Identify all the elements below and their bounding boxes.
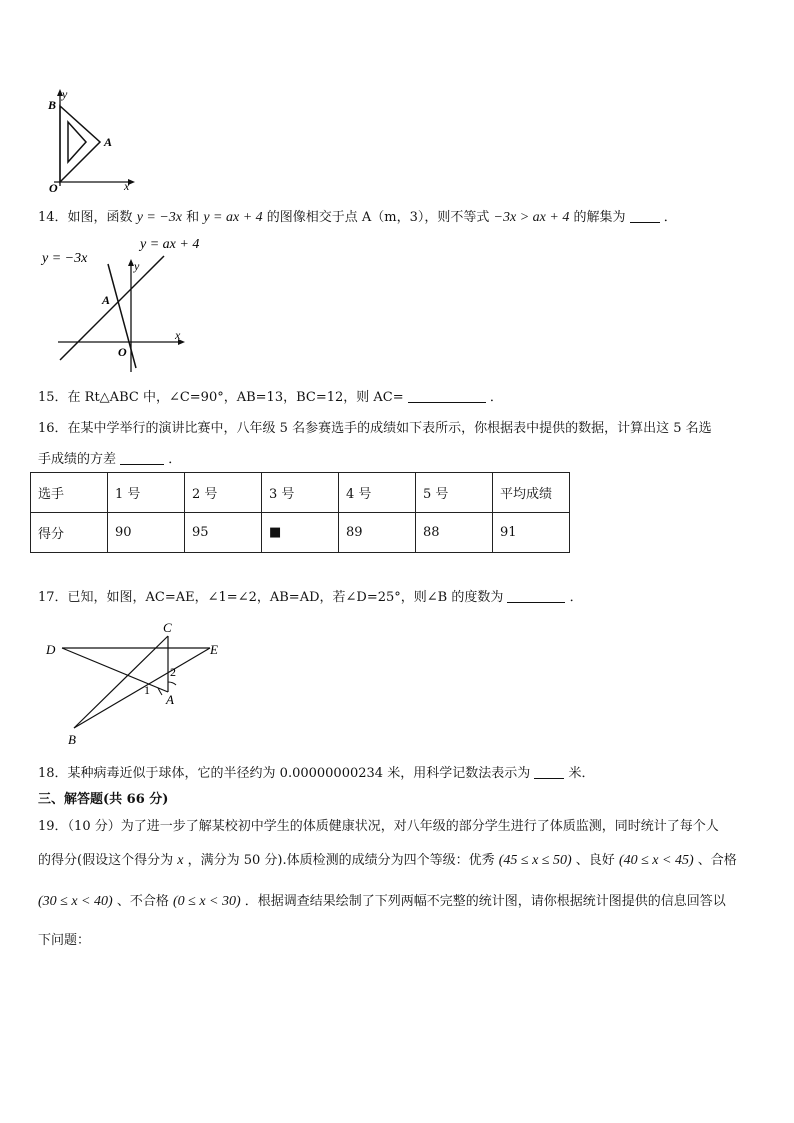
label-1: 1 (144, 683, 150, 697)
label-O: O (49, 181, 58, 194)
question-19-line-1: 19．（10 分）为了进一步了解某校初中学生的体质健康状况，对八年级的部分学生进行了体质监测，同时统计了每个人 (38, 819, 719, 834)
question-14 (38, 206, 677, 226)
q19-full-score: ，满分为 50 分).体质检测的成绩分为四个等级：优秀 (187, 853, 495, 868)
table-cell: 90 (108, 513, 185, 553)
q14-prefix: 14．如图，函数 (38, 210, 133, 225)
angle-2-arc (168, 682, 176, 685)
q14-period: ． (663, 210, 677, 225)
table-header-cell: 5 号 (416, 473, 493, 513)
figure-q13 (40, 86, 140, 194)
table-row (31, 513, 570, 553)
q18-end: 米． (568, 766, 595, 781)
q18-answer-blank[interactable] (534, 766, 564, 779)
section-3-title: 三、解答题(共 66 分) (38, 792, 169, 807)
label-O: O (118, 345, 127, 359)
q15-period: ． (489, 390, 503, 405)
label-B: B (48, 98, 57, 112)
q19-range-excellent: (45 ≤ x ≤ 50) (498, 853, 572, 868)
table-header-cell: 平均成绩 (493, 473, 570, 513)
question-17 (38, 586, 583, 605)
q19-range-fail: (0 ≤ x < 30) (172, 894, 241, 909)
q19-x: x (177, 853, 184, 868)
segment-EB (74, 648, 210, 728)
table-header-cell: 2 号 (185, 473, 262, 513)
q19-range-good: (40 ≤ x < 45) (618, 853, 694, 868)
q14-function-2: y = ax + 4 (203, 210, 263, 225)
question-15 (38, 386, 503, 405)
label-x: x (124, 179, 130, 193)
line1-label: y = −3x (42, 251, 88, 266)
q15-text: 15．在 Rt△ABC 中，∠C=90°，AB=13，BC=12，则 AC= (38, 390, 404, 405)
q16-answer-blank[interactable] (120, 452, 164, 465)
outer-triangle (60, 106, 100, 182)
table-cell: 得分 (31, 513, 108, 553)
q19-fail-label: 、不合格 (116, 894, 169, 909)
question-16-line-2 (38, 448, 181, 467)
label-x: x (175, 328, 181, 342)
table-cell: 95 (185, 513, 262, 553)
label-B: B (68, 732, 76, 747)
q18-text: 18．某种病毒近似于球体，它的半径约为 0.00000000234 米，用科学记数法表示为 (38, 766, 531, 781)
question-16-line-1: 16．在某中学举行的演讲比赛中，八年级 5 名参赛选手的成绩如下表所示，你根据表中提供的数据，计算出这 5 名选 (38, 421, 712, 436)
label-A: A (102, 293, 111, 307)
figure-q14 (36, 234, 206, 374)
label-E: E (210, 642, 218, 657)
label-D: D (46, 642, 56, 657)
label-y: y (134, 259, 140, 273)
label-y: y (62, 87, 68, 101)
line2-label: y = ax + 4 (140, 237, 200, 252)
q17-period: ． (569, 590, 583, 605)
q14-and: 和 (186, 210, 200, 225)
question-19-line-2 (38, 849, 737, 869)
question-19-line-4: 下问题： (38, 933, 91, 948)
question-19-line-3 (38, 890, 726, 910)
inner-triangle (68, 122, 86, 162)
table-cell: 91 (493, 513, 570, 553)
q14-function-1: y = −3x (136, 210, 183, 225)
table-cell: ■ (262, 513, 339, 553)
q14-answer-blank[interactable] (630, 210, 660, 223)
q16-period: ． (168, 452, 182, 467)
q15-answer-blank[interactable] (408, 390, 486, 403)
label-2: 2 (170, 665, 176, 679)
table-cell: 88 (416, 513, 493, 553)
q19-pass-label: 、合格 (697, 853, 737, 868)
table-header-cell: 选手 (31, 473, 108, 513)
score-table (30, 472, 570, 553)
line-y-eq-ax-plus-4 (60, 256, 164, 360)
q14-ask: 的解集为 (573, 210, 626, 225)
table-header-row (31, 473, 570, 513)
q17-text: 17．已知，如图，AC=AE，∠1=∠2，AB=AD，若∠D=25°，则∠B 的度数为 (38, 590, 504, 605)
figure-q17 (40, 618, 230, 750)
label-A: A (166, 692, 174, 707)
q19-range-pass: (30 ≤ x < 40) (38, 894, 113, 909)
q14-intersection: 的图像相交于点 A（m，3），则不等式 (266, 210, 490, 225)
segment-CB (74, 636, 168, 728)
table-cell: 89 (339, 513, 416, 553)
segment-DA (62, 648, 168, 692)
q14-inequality: −3x > ax + 4 (493, 210, 570, 225)
q19-good-label: 、良好 (575, 853, 615, 868)
question-18 (38, 762, 595, 781)
q19-score-def: 的得分(假设这个得分为 (38, 853, 174, 868)
q16-ask: 手成绩的方差 (38, 452, 117, 467)
q17-answer-blank[interactable] (507, 590, 565, 603)
label-A: A (104, 135, 113, 149)
label-C: C (163, 620, 172, 635)
q19-instruction: ．根据调查结果绘制了下列两幅不完整的统计图，请你根据统计图提供的信息回答以 (244, 894, 726, 909)
table-header-cell: 1 号 (108, 473, 185, 513)
table-header-cell: 4 号 (339, 473, 416, 513)
table-header-cell: 3 号 (262, 473, 339, 513)
